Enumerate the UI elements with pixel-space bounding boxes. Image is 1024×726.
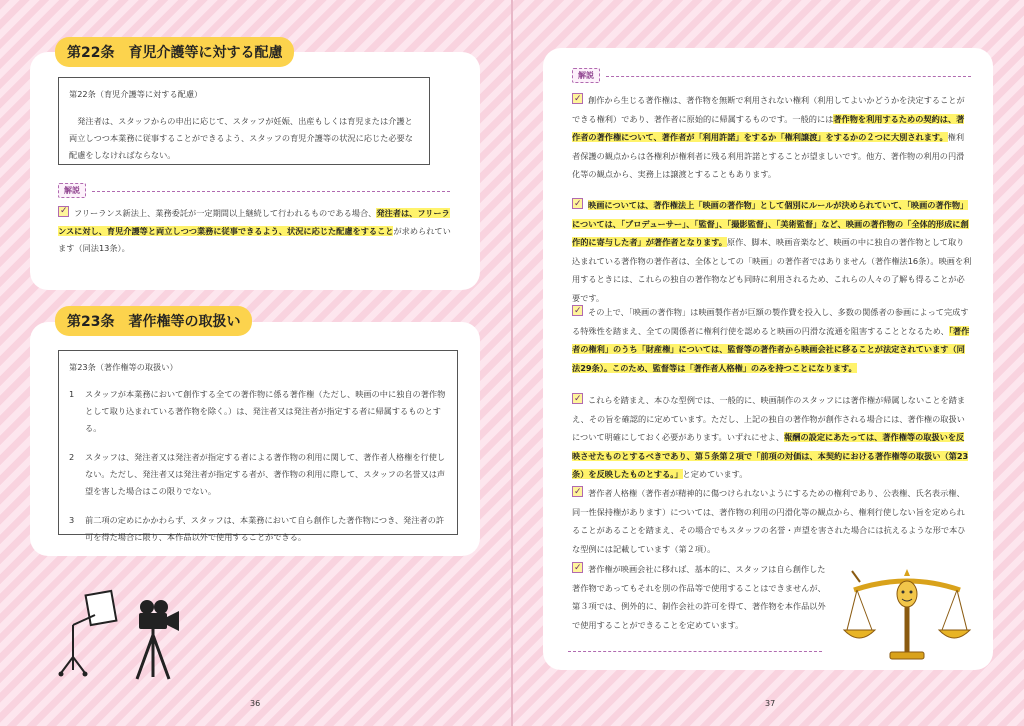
checkbox-icon (572, 562, 583, 573)
commentary-divider (92, 191, 450, 192)
commentary-paragraph-5: ✓著作者人格権（著作者が精神的に傷つけられないようにするための権利であり、公表権、氏名表示権、同一性保持権があります）については、著作物の利用の円滑化等の観点から、権利行使しない旨を定められることがあることを踏まえ、その場合でもスタッフの名誉・声望を害された場合には抗えるような形で本ひな型例には記載しています（第２項）。 (572, 484, 972, 558)
commentary-paragraph-4: ✓これらを踏まえ、本ひな型例では、一般的に、映画制作のスタッフには著作権が帰属しないことを踏まえ、その旨を確認的に定めています。ただし、上記の独自の著作物が創作される場合には、著作権の取扱いについて明確にしておく必要があります。いずれにせよ、報酬の設定にあたっては、著作権等の取扱いを反映させたものとするべきであり、第５条第２項で「前項の対価は、本契約における著作権等の取扱い（第23条）を反映したものとする。」と定めています。 (572, 391, 972, 484)
scales-of-justice-illustration (842, 568, 972, 663)
commentary-paragraph-1: ✓創作から生じる著作権は、著作物を無断で利用されない権利（利用してよいかどうかを決定することができる権利）であり、著作者に原始的に帰属するものです。一般的には著作物を利用するための契約は、著作者の著作権について、著作者が「利用許諾」をするか「権利譲渡」をするかの２つに大別されます。権利者保護の観点からは各権利が権利者に残る利用許諾とすることが望ましいです。他方、著作物の利用の円滑化等の観点から、実務上は譲渡とすることもあります。 (572, 91, 972, 184)
article-23-heading: 第23条 著作権等の取扱い (55, 306, 252, 336)
article-23-item: 2 スタッフは、発注者又は発注者が指定する者による著作物の利用に関して、著作者人格権を行使しない。ただし、発注者又は発注者が指定する者が、著作物の利用に際して、スタッフの名誉又は声望を害した場合はこの限りでない。 (69, 452, 446, 496)
commentary-tag: 解説 (572, 68, 600, 83)
article-23-item: 3 前二項の定めにかかわらず、スタッフは、本業務において自ら創作した著作物につき、発注者の許可を得た場合に限り、本作品以外で使用することができる。 (69, 515, 445, 542)
book-spine (511, 0, 513, 726)
article-22-box-title: 第22条（育児介護等に対する配慮） (69, 89, 203, 99)
checkbox-icon (572, 198, 583, 209)
checkbox-icon (572, 486, 583, 497)
commentary-paragraph-6: ✓著作権が映画会社に移れば、基本的に、スタッフは自ら創作した著作物であってもそれを別の作品等で使用することはできませんが、第３項では、例外的に、制作会社の許可を得て、著作物を本作品以外で使用することができることを定めています。 (572, 560, 827, 634)
article-23-item: 1 スタッフが本業務において創作する全ての著作物に係る著作権（ただし、映画の中に独自の著作物として取り込まれている著作物を除く。）は、発注者又は発注者が指定する者に帰属するものとする。 (69, 389, 446, 433)
commentary-divider (606, 76, 971, 77)
checkbox-icon (572, 93, 583, 104)
film-camera-illustration (55, 585, 195, 685)
article-22-note: ✓フリーランス新法上、業務委託が一定期間以上継続して行われるものである場合、発注者は、フリーランスに対し、育児介護等と両立しつつ業務に従事できるよう、状況に応じた配慮をすることが求められています（同法13条）。 (58, 205, 453, 258)
checkbox-icon (572, 393, 583, 404)
commentary-paragraph-2: ✓映画については、著作権法上「映画の著作物」として個別にルールが決められていて、「映画の著作物」については、「プロデューサー」、「監督」、「撮影監督」、「美術監督」など、映画の著作物の「全体的形成に創作的に寄与した者」が著作者となります。原作、脚本、映画音楽など、映画の中に独自の著作物として取り込まれている著作物の著作者は、全体としての「映画」の著作者ではありません（著作権法16条）。映画を利用するときには、これらの独自の著作物なども同時に利用されるため、これらの人々の了解も得ることが必要です。 (572, 196, 972, 308)
commentary-paragraph-3: ✓その上で、「映画の著作物」は映画製作者が巨額の製作費を投入し、多数の関係者の参画によって完成する特殊性を踏まえ、全ての関係者に権利行使を認めると映画の円滑な流通を阻害することとなるため、「著作者の権利」のうち「財産権」については、監督等の著作者から映画会社に移ることが法定されています（同法29条）。このため、監督等は「著作者人格権」のみを持つことになります。 (572, 303, 972, 377)
commentary-tag: 解説 (58, 183, 86, 198)
article-23-box-title: 第23条（著作権等の取扱い） (69, 362, 178, 372)
checkbox-icon (58, 206, 69, 217)
light-stand-illustration (59, 591, 117, 677)
commentary-end-divider (568, 651, 822, 652)
article-23-box (58, 350, 458, 542)
article-22-heading: 第22条 育児介護等に対する配慮 (55, 37, 294, 67)
checkbox-icon (572, 305, 583, 316)
page-number-right: 37 (765, 699, 776, 708)
article-22-box (58, 77, 430, 165)
article-22-box-text: 発注者は、スタッフからの申出に応じて、スタッフが妊娠、出産もしくは育児または介護と両立しつつ本業務に従事することができるよう、スタッフの育児介護等の状況に応じた必要な配慮をしなければならない。 (69, 116, 413, 160)
page-number-left: 36 (250, 699, 261, 708)
